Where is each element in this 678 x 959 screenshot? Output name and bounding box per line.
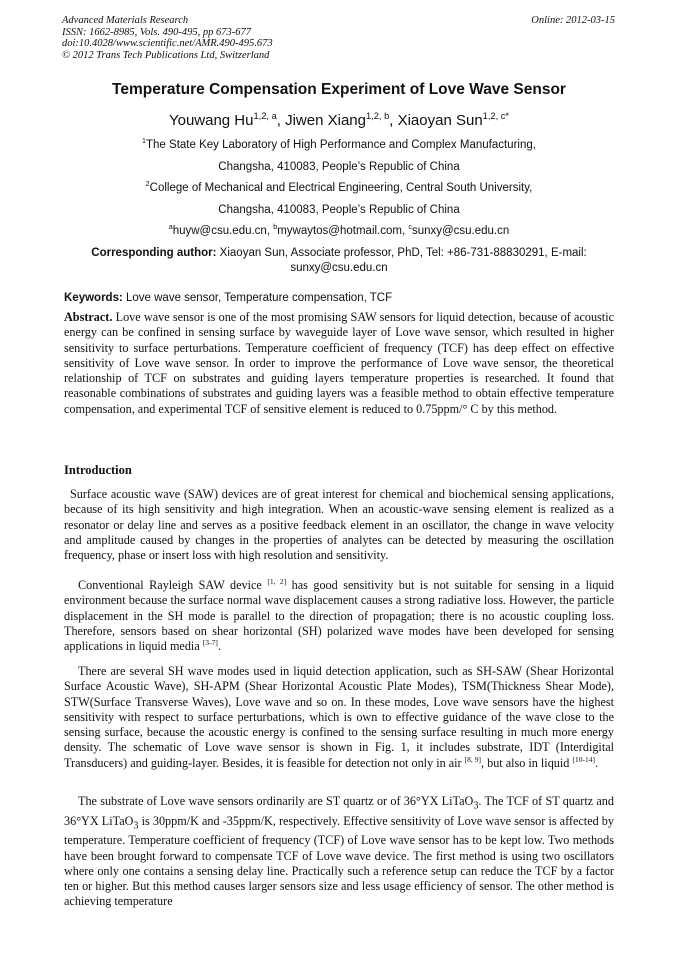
- paragraph-text: .: [595, 755, 599, 770]
- corresponding-text: Xiaoyan Sun, Associate professor, PhD, Tel: +86-731-88830291, E-mail: sunxy@csu.edu.cn: [216, 247, 587, 274]
- email-address: huyw@csu.edu.cn,: [172, 225, 274, 237]
- keywords: [64, 291, 618, 305]
- affiliation-2-line-2: Changsha, 410083, People’s Republic of China: [218, 204, 460, 216]
- author-affiliation-mark: 1,2, b: [365, 111, 390, 121]
- paragraph-text: Conventional Rayleigh SAW device: [78, 578, 268, 592]
- copyright-line: © 2012 Trans Tech Publications Ltd, Switzerland: [62, 49, 270, 61]
- abstract-label: Abstract.: [64, 310, 113, 324]
- affiliation-text: College of Mechanical and Electrical Engineering, Central South University,: [149, 182, 533, 194]
- affiliation-1-line-1: [30, 138, 648, 152]
- author-name: Xiaoyan Sun: [397, 112, 483, 129]
- paragraph-text: has good sensitivity but is not suitable for sensing in a liquid environment because the surface normal wave displacement causes a strong radiative loss. However, the particle displacement in the SH mode is parallel to the direction of propagation; there is no acoustic coupling loss. Therefore, sensors based on shear horizontal (SH) polarized wave modes have been developed for sensing applications in liquid media: [64, 578, 615, 653]
- subscript: 3: [473, 800, 479, 812]
- paragraph-text: is 30ppm/K and -35ppm/K, respectively. Effective sensitivity of Love wave sensor is affected by temperature. Temperature coefficient of frequency (TCF) of Love wave sensor has to be kept low. Two methods have been brought forward to compensate TCF of Love wave device. The first method is using two oscillators where only one contains a sensing delay line. Practically such a reference setup can reduce the TCF by a factor ten or higher. But this method causes larger sensors size and less usage efficiency of sensor. The other method is achieving temperature: [64, 813, 614, 909]
- section-heading-introduction: Introduction: [64, 463, 132, 477]
- keywords-label: Keywords:: [64, 292, 123, 304]
- intro-paragraph-1: Surface acoustic wave (SAW) devices are of great interest for chemical and biochemical sensing applications, because of its high sensitivity and high integration. When an acoustic-wave sensing element is realized as a resonator or delay line and serves as a positive feedback element in an oscillator, the change in wave velocity and amplitude caused by changes in the properties of analytes can be detected by measuring the oscillation frequency, phase or insert loss with high resolution and sensitivity.: [64, 487, 614, 562]
- paragraph-text: , but also in liquid: [481, 755, 573, 770]
- affiliation-text: The State Key Laboratory of High Performance and Complex Manufacturing,: [146, 139, 536, 151]
- corresponding-author: [62, 246, 616, 276]
- author-name: Jiwen Xiang: [285, 112, 366, 129]
- email-mark: b: [273, 223, 278, 232]
- citation: [1, 2]: [267, 576, 287, 586]
- paragraph-text: There are several SH wave modes used in liquid detection application, such as SH-SAW (Shear Horizontal Surface Acoustic Wave), SH-APM (Shear Horizontal Acoustic Plate Modes), TSM(Thickness Shear Mode), STW(Surface Transverse Waves), Love wave and so on. In these modes, Love wave sensors have the highest sensitivity with respect to surface perturbations, which is own to effective guidance of the wave close to the sensing surface, because the acoustic energy is confined to the sensing surface resulting in much more energy density. The schematic of Love wave sensor is shown in Fig. 1, it includes substrate, IDT (Interdigital Transducers) and guiding-layer. Besides, it is feasible for detection not only in air: [64, 664, 614, 770]
- paper-title: Temperature Compensation Experiment of Love Wave Sensor: [112, 81, 566, 98]
- author-separator: ,: [389, 112, 398, 129]
- author-separator: ,: [276, 112, 286, 129]
- email-mark: a: [168, 223, 173, 232]
- journal-name: Advanced Materials Research: [62, 15, 189, 26]
- paragraph-text: The substrate of Love wave sensors ordinarily are ST quartz or of 36°YX LiTaO: [78, 794, 474, 808]
- online-date: Online: 2012-03-15: [531, 15, 615, 26]
- keywords-text: Love wave sensor, Temperature compensation, TCF: [122, 292, 393, 304]
- author-name: Youwang Hu: [168, 112, 254, 129]
- citation: [3-7]: [202, 637, 218, 647]
- citation: [8, 9]: [464, 754, 481, 764]
- author-affiliation-mark: 1,2, a: [253, 111, 277, 121]
- affiliation-1-line-2: Changsha, 410083, People’s Republic of China: [218, 161, 460, 173]
- abstract: [64, 310, 614, 417]
- intro-paragraph-3: [64, 664, 614, 771]
- author-affiliation-mark: 1,2, c*: [482, 111, 510, 121]
- email-address: mywaytos@hotmail.com,: [277, 225, 409, 237]
- affiliation-2-line-1: [30, 181, 648, 195]
- paragraph-text: .: [217, 639, 221, 653]
- affiliation-mark: 1: [142, 137, 147, 146]
- paragraph-text: . The TCF of ST quartz and 36°YX LiTaO: [64, 794, 614, 828]
- email-mark: c: [408, 223, 412, 232]
- subscript: 3: [133, 820, 139, 832]
- author-line: [30, 112, 648, 130]
- affiliation-mark: 2: [145, 180, 150, 189]
- email-address: sunxy@csu.edu.cn: [411, 225, 510, 237]
- corresponding-label: Corresponding author:: [91, 247, 217, 259]
- intro-paragraph-4: [64, 794, 614, 910]
- doi-line: doi:10.4028/www.scientific.net/AMR.490-495.673: [62, 38, 273, 49]
- email-line: [30, 224, 648, 238]
- journal-header: [62, 15, 482, 61]
- issn-line: ISSN: 1662-8985, Vols. 490-495, pp 673-677: [62, 26, 251, 38]
- abstract-text: Love wave sensor is one of the most promising SAW sensors for liquid detection, because of acoustic energy can be confined in sensing surface by waveguide layer of Love wave sensor, which resulted in higher sensitivity to surface perturbations. Temperature coefficient of frequency (TCF) has deep effect on effective sensitivity of Love wave sensor. In order to improve the performance of Love wave sensor, the theoretical relationship of TCF on substrates and guiding layers temperature properties is researched. It found that reasonable combinations of substrates and guiding layers was a feasible method to obtain effective temperature compensation, and experimental TCF of sensitive element is reduced to 0.75ppm/° C by this method.: [64, 310, 614, 416]
- citation: [10-14]: [572, 754, 596, 764]
- intro-paragraph-2: [64, 578, 614, 654]
